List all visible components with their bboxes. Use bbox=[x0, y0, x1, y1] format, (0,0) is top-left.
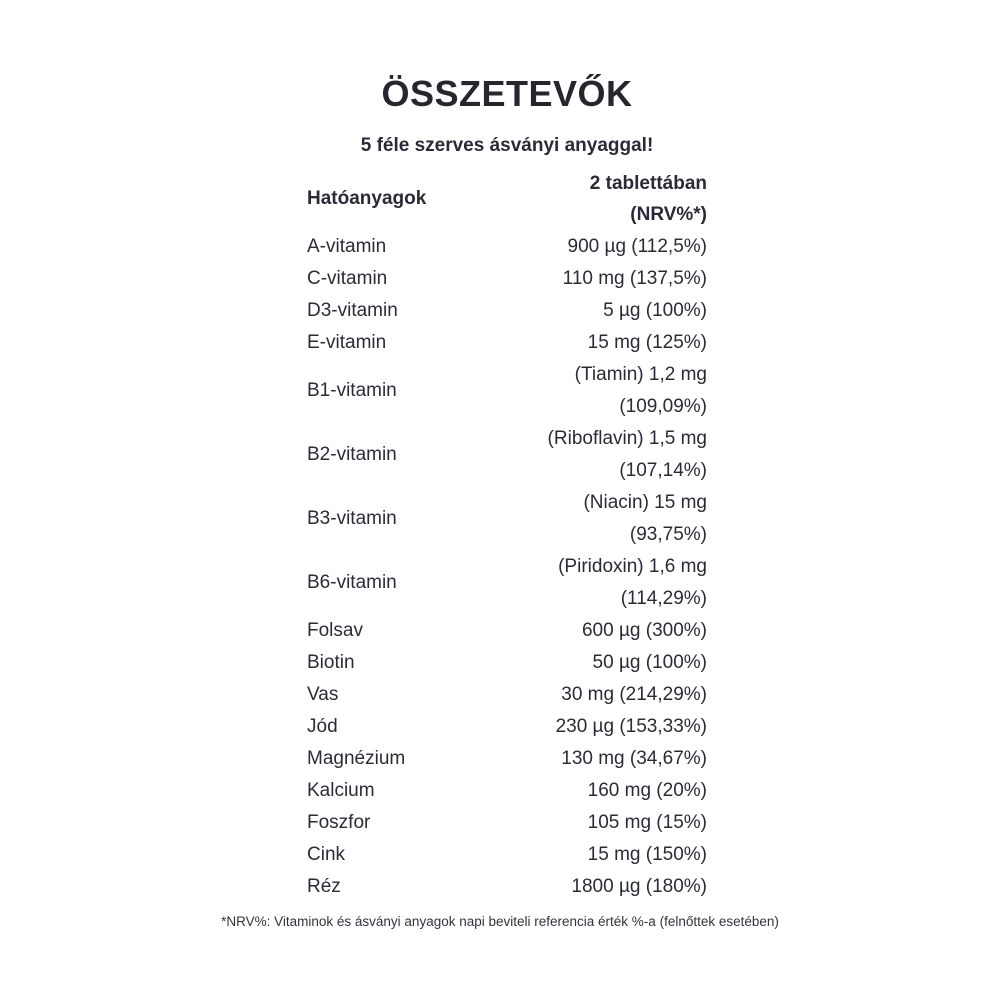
row-label: Réz bbox=[307, 876, 341, 897]
row-value-line1: (Tiamin) 1,2 mg bbox=[574, 364, 707, 385]
table-row bbox=[307, 615, 707, 647]
table-row bbox=[307, 231, 707, 263]
row-label: Magnézium bbox=[307, 748, 406, 769]
row-value: 160 mg (20%) bbox=[587, 780, 707, 801]
row-value: 230 µg (153,33%) bbox=[555, 716, 707, 737]
row-value: 105 mg (15%) bbox=[587, 812, 707, 833]
row-label: Jód bbox=[307, 716, 338, 737]
row-value: 50 µg (100%) bbox=[592, 652, 707, 673]
table-row bbox=[307, 839, 707, 871]
table-row bbox=[307, 263, 707, 295]
table-row bbox=[307, 647, 707, 679]
row-label: B6-vitamin bbox=[307, 572, 397, 593]
table-row bbox=[307, 711, 707, 743]
row-value bbox=[558, 551, 707, 615]
page-subtitle: 5 féle szerves ásványi anyaggal! bbox=[360, 135, 654, 156]
row-label: E-vitamin bbox=[307, 332, 387, 353]
table-row bbox=[307, 807, 707, 839]
table-row bbox=[307, 679, 707, 711]
row-value: 15 mg (150%) bbox=[587, 844, 707, 865]
row-value: 15 mg (125%) bbox=[587, 332, 707, 353]
row-value: 110 mg (137,5%) bbox=[562, 268, 707, 289]
page-title: ÖSSZETEVŐK bbox=[381, 73, 633, 114]
row-value-line2: (107,14%) bbox=[619, 460, 707, 481]
row-value: 600 µg (300%) bbox=[581, 620, 707, 641]
row-label: Biotin bbox=[307, 652, 355, 673]
table-row bbox=[307, 775, 707, 807]
row-value: 130 mg (34,67%) bbox=[561, 748, 707, 769]
row-value-line2: (114,29%) bbox=[620, 588, 707, 609]
row-value: 5 µg (100%) bbox=[603, 300, 707, 321]
column-header-amount bbox=[590, 168, 707, 230]
row-value-line2: (93,75%) bbox=[629, 524, 707, 545]
ingredients-panel bbox=[307, 0, 707, 903]
row-value: 30 mg (214,29%) bbox=[561, 684, 707, 705]
row-label: B1-vitamin bbox=[307, 380, 397, 401]
table-row bbox=[307, 743, 707, 775]
table-header bbox=[307, 167, 707, 231]
row-label: Vas bbox=[307, 684, 339, 705]
row-label: B2-vitamin bbox=[307, 444, 397, 465]
column-header-ingredients: Hatóanyagok bbox=[307, 188, 427, 209]
row-label: Foszfor bbox=[307, 812, 371, 833]
row-value-line2: (109,09%) bbox=[619, 396, 707, 417]
table-row bbox=[307, 551, 707, 615]
row-value bbox=[583, 487, 707, 551]
table-row bbox=[307, 295, 707, 327]
table-row bbox=[307, 423, 707, 487]
row-value-line1: (Riboflavin) 1,5 mg bbox=[547, 428, 707, 449]
column-header-amount-line2: (NRV%*) bbox=[630, 204, 707, 225]
row-value: 1800 µg (180%) bbox=[571, 876, 707, 897]
row-label: Cink bbox=[307, 844, 346, 865]
ingredients-table bbox=[307, 167, 707, 903]
nrv-footnote: *NRV%: Vitaminok és ásványi anyagok napi beviteli referencia érték %-a (felnőttek esetében) bbox=[221, 914, 779, 929]
row-label: D3-vitamin bbox=[307, 300, 398, 321]
table-row bbox=[307, 359, 707, 423]
table-row bbox=[307, 871, 707, 903]
table-row bbox=[307, 487, 707, 551]
row-label: B3-vitamin bbox=[307, 508, 397, 529]
row-label: C-vitamin bbox=[307, 268, 388, 289]
column-header-amount-line1: 2 tablettában bbox=[589, 173, 707, 194]
row-value: 900 µg (112,5%) bbox=[567, 236, 707, 257]
row-label: Kalcium bbox=[307, 780, 375, 801]
row-label: Folsav bbox=[307, 620, 363, 641]
row-label: A-vitamin bbox=[307, 236, 387, 257]
row-value-line1: (Niacin) 15 mg bbox=[583, 492, 707, 513]
row-value bbox=[575, 359, 707, 423]
row-value-line1: (Piridoxin) 1,6 mg bbox=[558, 556, 707, 577]
row-value bbox=[548, 423, 707, 487]
table-row bbox=[307, 327, 707, 359]
